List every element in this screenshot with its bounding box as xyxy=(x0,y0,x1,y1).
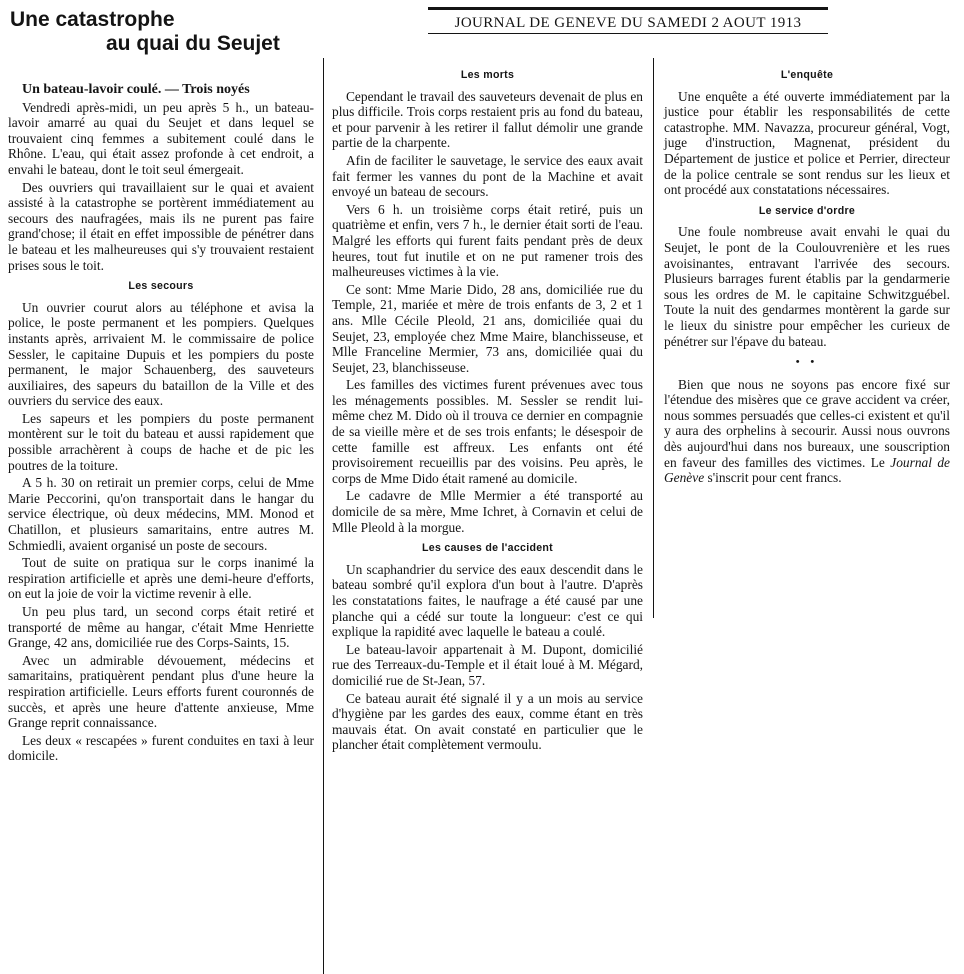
paragraph: Les familles des victimes furent prévenues avec tous les ménagements possibles. M. Sessler se rendit lui-même chez M. Dido où il trouva ce dernier en compagnie de sa vieille mère et de ses trois enfants; le désespoir de cette famille est affreux. Les enfants ont été provisoirement recueillis par des voisins. Peu après, le corps de Mme Dido était ramené au domicile. xyxy=(332,377,643,486)
column-1 xyxy=(8,62,314,766)
paragraph-text: s'inscrit pour cent francs. xyxy=(707,470,842,486)
paragraph: Les sapeurs et les pompiers du poste permanent montèrent sur le toit du bateau et aussi rapidement que possible arrachèrent à coups de hache et de pic les poutres de la toiture. xyxy=(8,410,314,473)
paragraph: Tout de suite on pratiqua sur le corps inanimé la respiration artificielle et après une demi-heure d'efforts, on eut la joie de voir la victime revenir à elle. xyxy=(8,555,314,602)
paragraph: Une foule nombreuse avait envahi le quai du Seujet, le pont de la Coulouvrenière et les rues avoisinantes, entravant l'arrivée des secours. Plusieurs barrages furent établis par la gendarmerie sous les ordres de M. le capitaine Schwitzguébel. Toute la nuit des gendarmes montèrent la garde sur le lieux du sinistre pour empêcher les curieux de pénétrer sur l'épave du bateau. xyxy=(664,224,950,349)
headline-line-1: Une catastrophe xyxy=(10,8,175,31)
newspaper-name: Journal de Genève xyxy=(664,454,950,486)
paragraph: Vers 6 h. un troisième corps était retiré, puis un quatrième et enfin, vers 7 h., le dernier était sorti de l'eau. Malgré les efforts qui furent faits pendant près de deux heures, tout fut inutile et on ne put ramener trois des malheureuses victimes à la vie. xyxy=(332,201,643,280)
paragraph: Des ouvriers qui travaillaient sur le quai et avaient assisté à la catastrophe se portèrent immédiatement au secours des naufragées, mais ils ne purent pas faire grand'chose; il était en effet impossible de pénétrer dans le bateau et les malheureuses qui s'y trouvaient restaient prises sous le toit. xyxy=(8,179,314,273)
paragraph-text: Bien que nous ne soyons pas encore fixé sur l'étendue des misères que ce grave accident va créer, nous sommes persuadés que celles-ci existent et qu'il y aura des orphelins à secourir. Aussi nous ouvrons dès aujourd'hui dans nos bureaux, une souscription en faveur des familles des victimes. Le xyxy=(664,376,950,470)
paragraph: Vendredi après-midi, un peu après 5 h., un bateau-lavoir amarré au quai du Seujet et dans lequel se trouvaient cinq femmes a subitement coulé dans le Rhône. L'eau, qui était assez profonde à cet endroit, a envahi le bateau, dont le toit seul émergeait. xyxy=(8,99,314,177)
section-separator: • • xyxy=(795,356,819,369)
section-heading-morts: Les morts xyxy=(460,69,515,81)
paragraph: Un ouvrier courut alors au téléphone et avisa la police, le poste permanent et les pompiers. Quelques instants après, arrivaient M. le commissaire de police Sessler, le capitaine Dupuis et les pompiers du poste permanent, le major Schauenberg, des sauveteurs auxiliaires, des sapeurs du bataillon de la Ville et des ouvriers du service des eaux. xyxy=(8,299,314,409)
paragraph: Ce bateau aurait été signalé il y a un mois au service d'hygiène par les gardes des eaux, comme étant en très mauvais état. On avait constaté en particulier que le plancher était complètement vermoulu. xyxy=(332,690,643,753)
column-divider xyxy=(653,58,654,618)
column-2 xyxy=(332,62,643,755)
paragraph: Avec un admirable dévouement, médecins et samaritains, pratiquèrent pendant plus d'une heure la respiration artificielle. Leurs efforts furent couronnés de succès, et après une heure d'attente anxieuse, Mme Grange reprit connaissance. xyxy=(8,652,314,731)
section-heading-enquete: L'enquête xyxy=(780,69,834,81)
paragraph: Les deux « rescapées » furent conduites en taxi à leur domicile. xyxy=(8,732,314,764)
paragraph: Le cadavre de Mlle Mermier a été transporté au domicile de sa mère, Mme Ichret, à Cornavin et celui de Mlle Pleold à la morgue. xyxy=(332,488,643,535)
paragraph: Cependant le travail des sauveteurs devenait de plus en plus difficile. Trois corps restaient pris au fond du bateau, et pour parvenir à les retirer il fallut démolir une grande partie de la charpente. xyxy=(332,88,643,151)
section-heading-ordre: Le service d'ordre xyxy=(758,204,856,217)
paragraph: Afin de faciliter le sauvetage, le service des eaux avait fait fermer les vannes du pont de la Machine et avait envoyé un bateau de secours. xyxy=(332,152,643,200)
paragraph: Un scaphandrier du service des eaux descendit dans le bateau sombré qu'il explora d'un bout à l'autre. D'après les constatations faites, le naufrage a été causé par une planche qui a cédé sur toute la longueur: c'est ce qui explique la rapidité avec laquelle le bateau a coulé. xyxy=(332,561,643,640)
paragraph: Ce sont: Mme Marie Dido, 28 ans, domiciliée rue du Temple, 21, mariée et mère de trois enfants de 3, 2 et 1 ans. Mlle Cécile Pleold, 21 ans, domiciliée quai du Seujet, 23, employée chez Mme Maire, blanchisseuse, et Mlle Franceline Mermier, 73 ans, domiciliée quai du Seujet, 23, blanchisseuse. xyxy=(332,281,643,375)
column-3 xyxy=(664,62,950,488)
article-headline xyxy=(10,8,330,56)
lead-heading: Un bateau-lavoir coulé. — Trois noyés xyxy=(22,82,250,97)
newspaper-masthead: JOURNAL DE GENEVE DU SAMEDI 2 AOUT 1913 xyxy=(428,7,828,34)
section-heading-causes: Les causes de l'accident xyxy=(421,542,554,555)
paragraph: Un peu plus tard, un second corps était retiré et transporté de même au hangar, c'était Mme Henriette Grange, 42 ans, domiciliée rue des Corps-Saints, 15. xyxy=(8,604,314,651)
paragraph: Le bateau-lavoir appartenait à M. Dupont, domicilié rue des Terreaux-du-Temple et il était loué à M. Mégard, domicilié rue de St-Jean, 57. xyxy=(332,641,643,688)
column-divider xyxy=(323,58,324,974)
paragraph: Une enquête a été ouverte immédiatement par la justice pour établir les responsabilités de cette catastrophe. MM. Navazza, procureur général, Vogt, juge d'instruction, Magnenat, président du Département de justice et police et Perrier, directeur de la police centrale se sont rendus sur les lieux et ont procédé aux constatations nécessaires. xyxy=(664,88,950,198)
paragraph xyxy=(664,377,950,486)
section-heading-secours: Les secours xyxy=(128,280,194,293)
paragraph: A 5 h. 30 on retirait un premier corps, celui de Mme Marie Peccorini, qu'on transportait dans le hangar du service électrique, où deux médecins, MM. Monod et Chatillon, et plusieurs samaritains, entre autres M. Schmiedli, avaient organisé un poste de secours. xyxy=(8,475,314,553)
headline-line-2: au quai du Seujet xyxy=(106,32,280,55)
